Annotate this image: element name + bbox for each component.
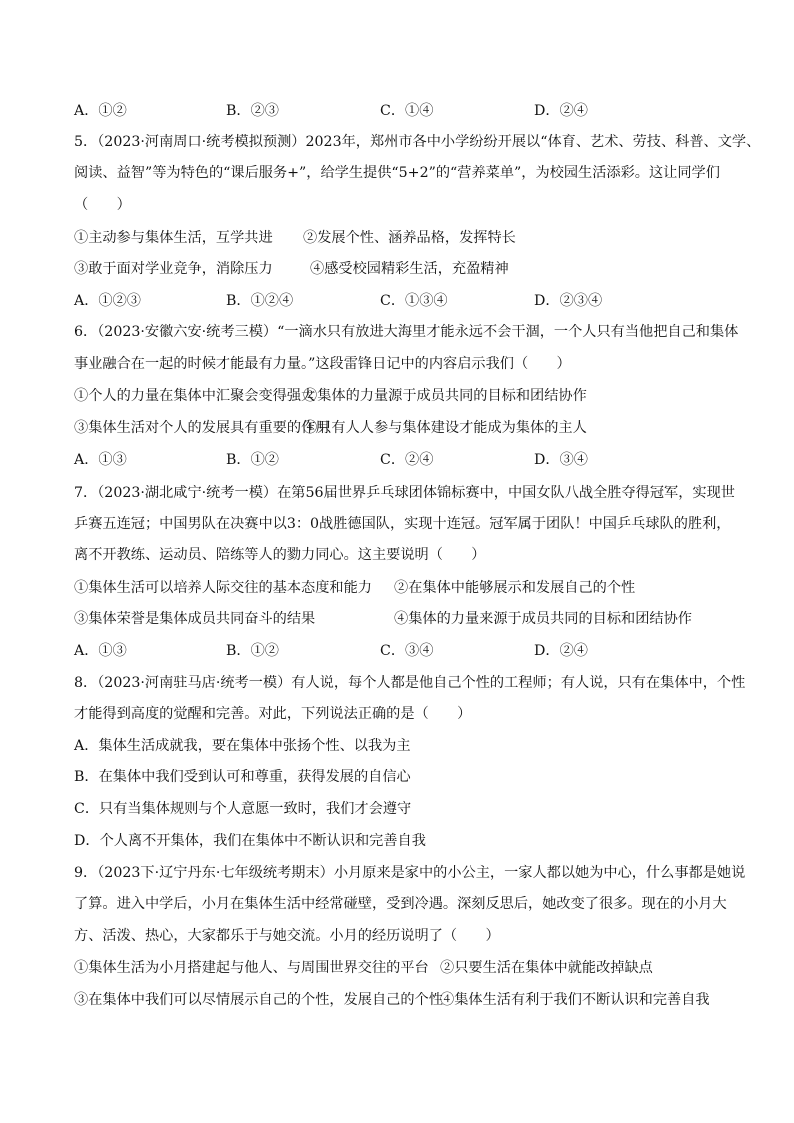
- q9-statement-2: ②只要生活在集体中就能改掉缺点: [440, 960, 653, 976]
- q5-stem-line1: 5．（2023·河南周口·统考模拟预测）2023年，郑州市各中小学纷纷开展以“体育、艺术、劳技、科普、文学、: [74, 134, 761, 150]
- q5-option-b[interactable]: B．①②④: [226, 293, 294, 309]
- q9-stem-line3: 方、活泼、热心，大家都乐于与她交流。小月的经历说明了（ ）: [74, 928, 500, 944]
- q5-option-d[interactable]: D．②③④: [534, 293, 603, 309]
- q5-option-c[interactable]: C．①③④: [380, 293, 448, 309]
- q6-statement-4: ④只有人人参与集体建设才能成为集体的主人: [303, 420, 587, 436]
- q8-option-c[interactable]: C．只有当集体规则与个人意愿一致时，我们才会遵守: [74, 801, 412, 817]
- q4-option-a[interactable]: A．①②: [74, 103, 127, 119]
- q4-option-c[interactable]: C．①④: [380, 103, 434, 119]
- q8-stem-line2: 才能得到高度的觉醒和完善。对此，下列说法正确的是（ ）: [74, 706, 472, 722]
- q9-stem-line2: 了算。进入中学后，小月在集体生活中经常碰壁，受到冷遇。深刻反思后，她改变了很多。现在的小月大: [74, 896, 727, 912]
- q6-stem-line2: 事业融合在一起的时候才能最有力量。”这段雷锋日记中的内容启示我们（ ）: [74, 356, 571, 372]
- q5-statement-4: ④感受校园精彩生活，充盈精神: [310, 261, 509, 277]
- q7-statement-3: ③集体荣誉是集体成员共同奋斗的结果: [74, 611, 316, 627]
- q7-option-c[interactable]: C．③④: [380, 643, 434, 659]
- q6-option-d[interactable]: D．③④: [534, 452, 588, 468]
- q8-option-d[interactable]: D．个人离不开集体，我们在集体中不断认识和完善自我: [74, 833, 426, 849]
- q7-stem-line3: 离不开教练、运动员、陪练等人的勠力同心。这主要说明（ ）: [74, 547, 486, 563]
- q7-statement-4: ④集体的力量来源于成员共同的目标和团结协作: [394, 611, 692, 627]
- q7-option-a[interactable]: A．①③: [74, 643, 127, 659]
- q7-stem-line2: 乒赛五连冠；中国男队在决赛中以3：0战胜德国队，实现十连冠。冠军属于团队！中国乒乓球队的胜利，: [74, 516, 731, 532]
- q7-stem-line1: 7．（2023·湖北咸宁·统考一模）在第56届世界乒乓球团体锦标赛中，中国女队八战全胜夺得冠军，实现世: [74, 485, 735, 501]
- q6-statement-3: ③集体生活对个人的发展具有重要的作用: [74, 420, 330, 436]
- q7-statement-2: ②在集体中能够展示和发展自己的个性: [394, 580, 636, 596]
- q6-statement-2: ②集体的力量源于成员共同的目标和团结协作: [303, 388, 587, 404]
- q8-stem-line1: 8．（2023·河南驻马店·统考一模）有人说，每个人都是他自己个性的工程师；有人说，只有在集体中，个性: [74, 675, 746, 691]
- q7-option-b[interactable]: B．①②: [226, 643, 279, 659]
- q4-option-d[interactable]: D．②④: [534, 103, 588, 119]
- q7-option-d[interactable]: D．②④: [534, 643, 588, 659]
- q5-stem-line2: 阅读、益智”等为特色的“课后服务+”，给学生提供“5+2”的“营养菜单”，为校园生活添彩。这让同学们: [74, 165, 720, 181]
- q9-statement-1: ①集体生活为小月搭建起与他人、与周围世界交往的平台: [74, 960, 429, 976]
- q5-statement-2: ②发展个性、涵养品格，发挥特长: [303, 230, 516, 246]
- q7-statement-1: ①集体生活可以培养人际交往的基本态度和能力: [74, 580, 372, 596]
- q8-option-b[interactable]: B．在集体中我们受到认可和尊重，获得发展的自信心: [74, 769, 411, 785]
- q9-stem-line1: 9．（2023下·辽宁丹东·七年级统考期末）小月原来是家中的小公主，一家人都以她为中心，什么事都是她说: [74, 865, 746, 881]
- q6-statement-1: ①个人的力量在集体中汇聚会变得强大: [74, 388, 316, 404]
- q6-option-a[interactable]: A．①③: [74, 452, 127, 468]
- q9-statement-4: ④集体生活有利于我们不断认识和完善自我: [440, 992, 710, 1008]
- q5-stem-line3: （ ）: [74, 197, 131, 213]
- q6-option-c[interactable]: C．②④: [380, 452, 434, 468]
- q9-statement-3: ③在集体中我们可以尽情展示自己的个性，发展自己的个性: [74, 992, 443, 1008]
- q8-option-a[interactable]: A．集体生活成就我，要在集体中张扬个性、以我为主: [74, 738, 411, 754]
- q6-option-b[interactable]: B．①②: [226, 452, 279, 468]
- q5-option-a[interactable]: A．①②③: [74, 293, 141, 309]
- q5-statement-1: ①主动参与集体生活，互学共进: [74, 230, 273, 246]
- q4-option-b[interactable]: B．②③: [226, 103, 279, 119]
- q6-stem-line1: 6．（2023·安徽六安·统考三模）“一滴水只有放进大海里才能永远不会干涸，一个人只有当他把自己和集体: [74, 324, 739, 340]
- q5-statement-3: ③敢于面对学业竞争，消除压力: [74, 261, 273, 277]
